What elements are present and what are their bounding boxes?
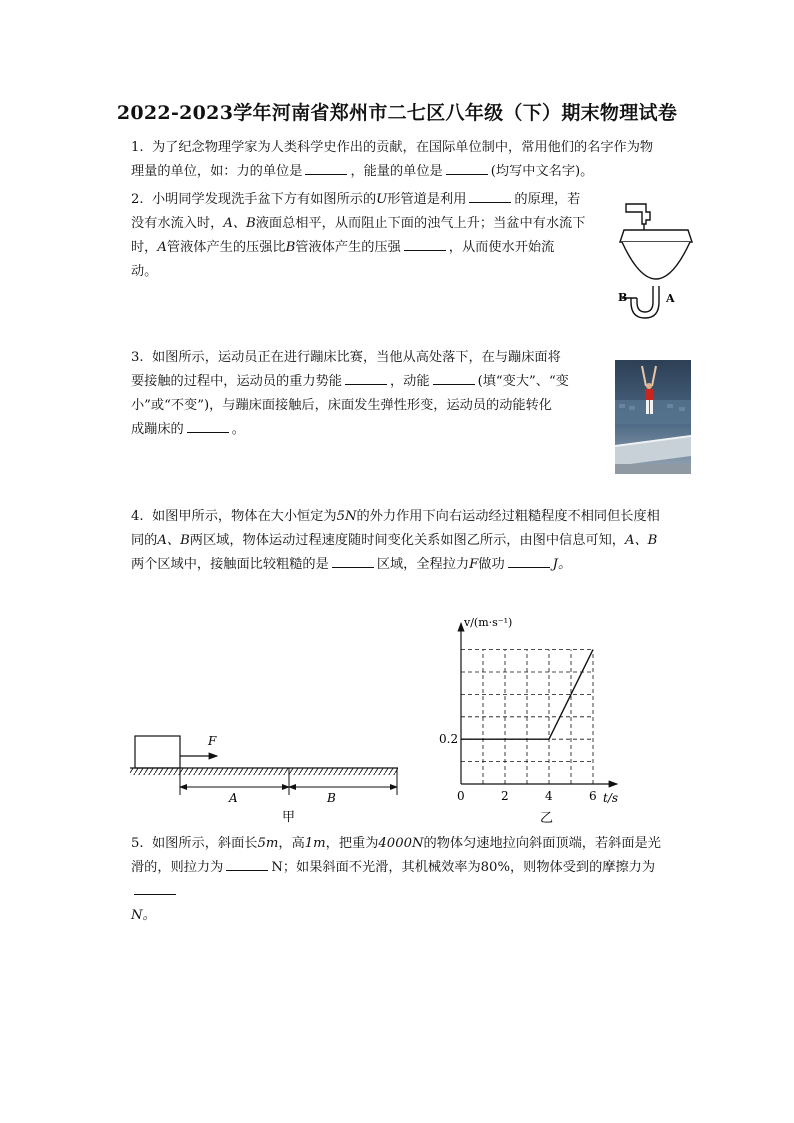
- question-5: [131, 832, 696, 928]
- question-text: 4000N: [378, 836, 424, 851]
- question-text: 两区域，物体运动过程速度随时间变化关系如图乙所示，由图中信息可知，: [189, 533, 625, 548]
- question-text: 如图所示，运动员正在进行蹦床比赛，当他从高处落下，在与蹦床面将: [151, 350, 561, 365]
- question-text: 小明同学发现洗手盆下方有如图所示的: [151, 192, 377, 207]
- question-4: [131, 505, 696, 577]
- question-text: 如图甲所示，物体在大小恒定为: [151, 509, 337, 524]
- answer-blank[interactable]: [469, 188, 511, 203]
- question-text: U: [376, 192, 388, 207]
- question-text: F: [469, 557, 479, 572]
- question-number: 5.: [131, 836, 144, 851]
- question-text: 形管道是利用: [387, 192, 467, 207]
- force-label: F: [208, 734, 217, 748]
- figure-caption: 甲: [282, 810, 296, 825]
- answer-blank[interactable]: [305, 160, 347, 175]
- question-text: 。: [231, 422, 245, 437]
- question-text: 动。: [131, 264, 158, 279]
- question-text: 理量的单位，如：力的单位是: [131, 164, 303, 179]
- question-1: [131, 136, 691, 184]
- y-axis-label: v/(m·s⁻¹): [464, 616, 513, 629]
- question-text: ，从而使水开始流: [448, 240, 555, 255]
- question-text: N；如果斜面不光滑，其机械效率为80%，则物体受到的摩擦力为: [271, 860, 656, 875]
- answer-blank[interactable]: [187, 418, 229, 433]
- answer-blank[interactable]: [345, 370, 387, 385]
- question-text: 做功: [478, 557, 505, 572]
- question-text: 滑的，则拉力为: [131, 860, 224, 875]
- x-tick-label: 6: [589, 789, 597, 803]
- question-text: J。: [552, 557, 572, 572]
- question-text: ，高: [278, 836, 305, 851]
- region-a-label: A: [229, 791, 238, 805]
- x-tick-label: 4: [545, 789, 553, 803]
- question-text: A、B: [223, 216, 256, 231]
- question-text: 时，: [131, 240, 158, 255]
- label-a: A: [666, 292, 675, 305]
- figure-jia: [125, 725, 410, 825]
- question-text: ，把重为: [325, 836, 379, 851]
- question-text: B: [285, 240, 296, 255]
- page-title: 2022-2023学年河南省郑州市二七区八年级（下）期末物理试卷: [116, 102, 678, 124]
- question-text: 两个区域中，接触面比较粗糙的是: [131, 557, 329, 572]
- question-number: 4.: [131, 509, 144, 524]
- question-text: 5N: [336, 509, 357, 524]
- sink-u-tube-figure: [612, 198, 698, 320]
- x-tick-label: 2: [501, 789, 509, 803]
- question-text: 液面总相平，从而阻止下面的浊气上升；当盆中有水流下: [255, 216, 586, 231]
- answer-blank[interactable]: [508, 553, 550, 568]
- region-b-label: B: [327, 791, 336, 805]
- figure-yi-vt-chart: [430, 606, 645, 828]
- question-text: 管液体产生的压强: [295, 240, 401, 255]
- question-text: N。: [131, 908, 156, 923]
- question-text: 区域，全程拉力: [376, 557, 470, 572]
- question-text: 的外力作用下向右运动经过粗糙程度不相同但长度相: [356, 509, 660, 524]
- answer-blank[interactable]: [332, 553, 374, 568]
- question-text: 管液体产生的压强比: [166, 240, 286, 255]
- question-text: 为了纪念物理学家为人类科学史作出的贡献，在国际单位制中，常用他们的名字作为物: [151, 140, 654, 155]
- question-number: 1.: [131, 140, 144, 155]
- answer-blank[interactable]: [404, 236, 446, 251]
- trampoline-photo: [615, 360, 691, 474]
- block-object: [135, 736, 180, 768]
- answer-blank[interactable]: [226, 856, 268, 871]
- question-text: 要接触的过程中，运动员的重力势能: [131, 374, 342, 389]
- question-text: A、B: [157, 533, 190, 548]
- question-text: 的原理，若: [514, 192, 581, 207]
- question-text: 1m: [304, 836, 326, 851]
- question-text: 5m: [257, 836, 279, 851]
- question-text: 如图所示，斜面长: [151, 836, 258, 851]
- question-3: [131, 346, 611, 442]
- question-text: ，能量的单位是: [350, 164, 443, 179]
- question-2: [131, 188, 601, 284]
- x-tick-label: 0: [457, 789, 465, 803]
- question-text: 的物体匀速地拉向斜面顶端，若斜面是光: [423, 836, 661, 851]
- answer-blank[interactable]: [446, 160, 488, 175]
- figure-caption: 乙: [540, 811, 554, 826]
- answer-blank[interactable]: [134, 880, 176, 895]
- question-text: (均写中文名字)。: [490, 164, 594, 179]
- answer-blank[interactable]: [433, 370, 475, 385]
- question-number: 3.: [131, 350, 144, 365]
- question-text: A、B: [624, 533, 658, 548]
- question-text: 同的: [131, 533, 158, 548]
- question-text: (填“变大”、“变: [477, 374, 569, 389]
- question-text: 没有水流入时，: [131, 216, 224, 231]
- question-text: ，动能: [390, 374, 430, 389]
- label-b: B: [618, 291, 628, 304]
- question-text: 成蹦床的: [131, 422, 184, 437]
- question-text: A: [157, 240, 167, 255]
- y-tick-label: 0.2: [439, 732, 459, 747]
- x-axis-label: t/s: [603, 791, 619, 805]
- question-number: 2.: [131, 192, 144, 207]
- question-text: 小”或“不变”)，与蹦床面接触后，床面发生弹性形变，运动员的动能转化: [131, 398, 552, 413]
- ground-surface: [130, 768, 398, 775]
